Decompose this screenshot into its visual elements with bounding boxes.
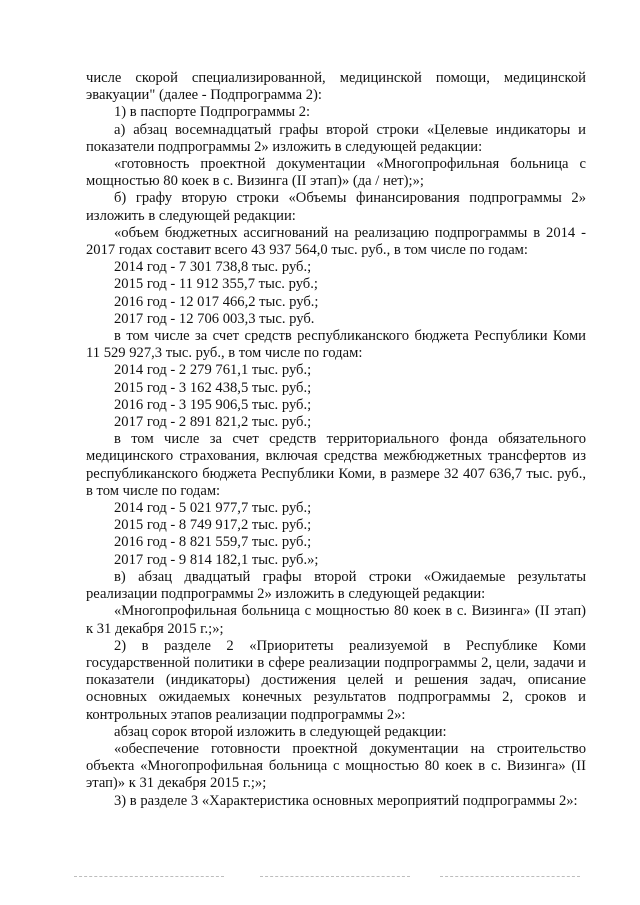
year-line-total-2017: 2017 год - 12 706 003,3 тыс. руб. — [114, 310, 315, 327]
year-line-republic-2015: 2015 год - 3 162 438,5 тыс. руб.; — [114, 379, 312, 396]
paragraph-section-3: 3) в разделе 3 «Характеристика основных мероприятий подпрограммы 2»: — [114, 792, 578, 809]
paragraph-republic-budget: в том числе за счет средств республиканского бюджета Республики Коми 11 529 927,3 тыс. руб., в том числе по годам: — [86, 328, 586, 362]
footer-divider-left — [74, 876, 224, 877]
paragraph-readiness: «готовность проектной документации «Многопрофильная больница с мощностью 80 коек в с. Визинга (II этап)» (да / нет);»; — [86, 156, 586, 190]
paragraph-design-readiness: «обеспечение готовности проектной документации на строительство объекта «Многопрофильная больница с мощностью 80 коек в с. Визинга» (II этап)» к 31 декабря 2015 г.;»; — [86, 740, 586, 792]
footer-divider-center — [260, 876, 410, 877]
year-line-fund-2017: 2017 год - 9 814 182,1 тыс. руб.»; — [114, 551, 319, 568]
paragraph-item-b: б) графу вторую строки «Объемы финансирования подпрограммы 2» изложить в следующей редакции: — [86, 190, 586, 224]
paragraph-intro: числе скорой специализированной, медицинской помощи, медицинской эвакуации" (далее - Подпрограмма 2): — [86, 70, 586, 104]
year-line-fund-2015: 2015 год - 8 749 917,2 тыс. руб.; — [114, 517, 312, 534]
paragraph-total-funding: «объем бюджетных ассигнований на реализацию подпрограммы в 2014 - 2017 годах составит всего 43 937 564,0 тыс. руб., в том числе по годам: — [86, 224, 586, 259]
paragraph-expected-result: «Многопрофильная больница с мощностью 80 коек в с. Визинга» (II этап) к 31 декабря 2015 г.;»; — [86, 603, 586, 637]
paragraph-passport: 1) в паспорте Подпрограммы 2: — [114, 104, 311, 121]
footer-divider-right — [440, 876, 580, 877]
paragraph-item-a: а) абзац восемнадцатый графы второй строки «Целевые индикаторы и показатели подпрограммы 2» изложить в следующей редакции: — [86, 121, 586, 155]
year-line-total-2015: 2015 год - 11 912 355,7 тыс. руб.; — [114, 276, 318, 293]
year-line-total-2014: 2014 год - 7 301 738,8 тыс. руб.; — [114, 259, 312, 276]
document-body — [86, 70, 586, 810]
paragraph-abzats-42: абзац сорок второй изложить в следующей редакции: — [114, 723, 447, 740]
paragraph-item-c: в) абзац двадцатый графы второй строки «Ожидаемые результаты реализации подпрограммы 2» изложить в следующей редакции: — [86, 568, 586, 603]
year-line-total-2016: 2016 год - 12 017 466,2 тыс. руб.; — [114, 293, 319, 310]
year-line-republic-2014: 2014 год - 2 279 761,1 тыс. руб.; — [114, 362, 312, 379]
year-line-republic-2017: 2017 год - 2 891 821,2 тыс. руб.; — [114, 414, 312, 431]
paragraph-territorial-fund: в том числе за счет средств территориального фонда обязательного медицинского страхования, включая средства межбюджетных трансфертов из республиканского бюджета Республики Коми, в размере 32 407 636,7 тыс. руб., в том числе по годам: — [86, 431, 586, 499]
paragraph-section-2: 2) в разделе 2 «Приоритеты реализуемой в Республике Коми государственной политики в сфере реализации подпрограммы 2, цели, задачи и показатели (индикаторы) достижения целей и решения задач, описание основных ожидаемых конечных результатов подпрограммы 2, сроков и контрольных этапов реализации подпрограммы 2»: — [86, 637, 586, 723]
year-line-republic-2016: 2016 год - 3 195 906,5 тыс. руб.; — [114, 396, 312, 413]
year-line-fund-2016: 2016 год - 8 821 559,7 тыс. руб.; — [114, 534, 312, 551]
year-line-fund-2014: 2014 год - 5 021 977,7 тыс. руб.; — [114, 500, 312, 517]
